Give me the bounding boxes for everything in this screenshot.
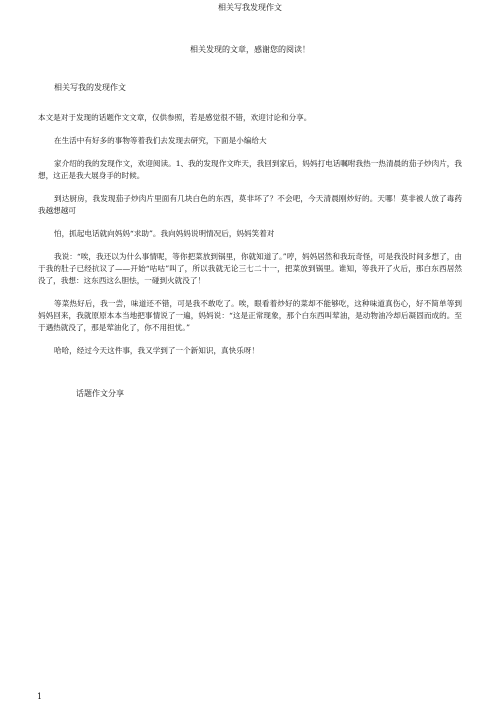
document-heading: 相关写我的发现作文 bbox=[54, 83, 126, 92]
page-number: 1 bbox=[37, 692, 43, 701]
paragraph-3: 到达厨房，我发现茄子炒肉片里面有几块白色的东西，莫非坏了？不会吧，今天清晨刚炒好的。天哪！莫非被人放了毒药我越想越可 bbox=[38, 194, 462, 215]
paragraph-intro: 本文是对于发现的话题作文文章，仅供参照，若是感觉很不错，欢迎讨论和分享。 bbox=[38, 113, 312, 122]
subtitle: 相关发现的文章，感谢您的阅读！ bbox=[190, 45, 310, 54]
paragraph-6: 等菜热好后，我一尝，味道还不错，可是我不敢吃了。唉，眼看着炒好的菜却不能够吃，这种味道真伤心，好不简单等到妈妈回来，我就原原本本当地把事情说了一遍，妈妈说：“这是正常现象，那个白东西叫荤油，是动物油冷却后凝固而成的。至于遇热就没了，那是荤油化了，你不用担忧。” bbox=[38, 299, 462, 332]
paragraph-1: 在生活中有好多的事物等着我们去发现去研究，下面是小编给大 bbox=[54, 136, 267, 145]
paragraph-7: 哈哈，经过今天这件事，我又学到了一个新知识，真快乐呀！ bbox=[54, 346, 260, 355]
footer-heading: 话题作文分享 bbox=[76, 389, 124, 398]
paragraph-2: 家介绍的我的发现作文，欢迎阅读。1、我的发现作文昨天，我回到家后，妈妈打电话嘱咐我热一热清晨的茄子炒肉片，我想，这正是我大展身手的时候。 bbox=[38, 159, 462, 180]
running-head: 相关写我发现作文 bbox=[218, 3, 282, 12]
paragraph-5: 我说：“唉，我还以为什么事情呢，等你把菜放到锅里，你就知道了。”哼，妈妈居然和我玩奇怪，可是我没时间多想了，由于我的肚子已经抗议了——开始“咕咕”叫了，所以我就无论三七二十一，把菜放到锅里。谁知，等我开了火后，那白东西居然没了，我想：这东西这么胆怯，一碰到火就没了！ bbox=[38, 252, 462, 285]
paragraph-4: 怕，抓起电话就向妈妈“求助”。我向妈妈说明情况后，妈妈笑着对 bbox=[54, 229, 275, 238]
document-body bbox=[38, 112, 462, 368]
